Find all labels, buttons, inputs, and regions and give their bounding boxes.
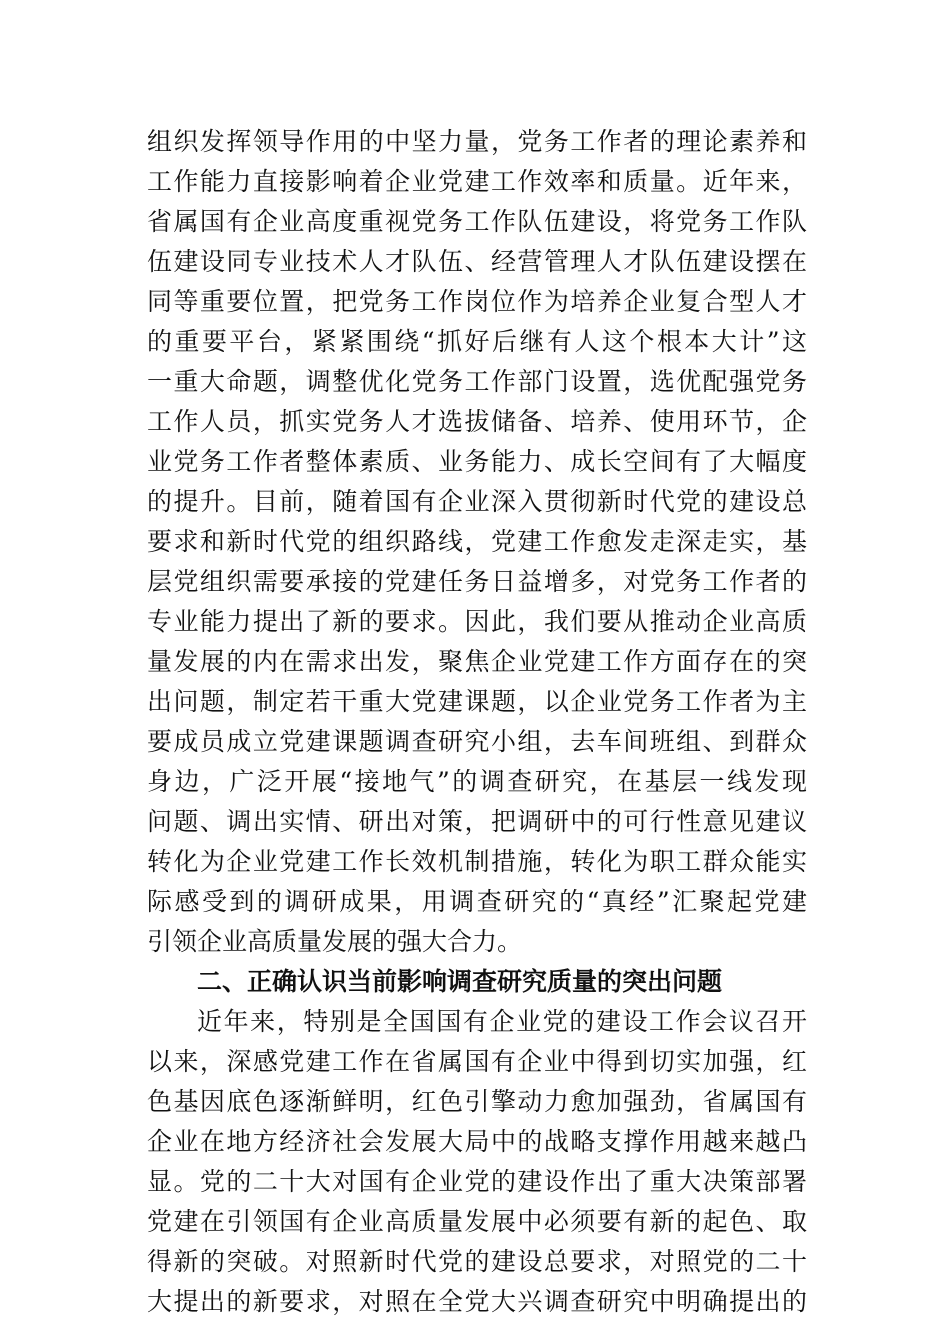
paragraph-line: 得新的突破。对照新时代党的建设总要求，对照党的二十 (147, 1247, 807, 1276)
paragraph-line: 工作人员，抓实党务人才选拔储备、培养、使用环节，企 (147, 407, 807, 436)
paragraph-line: 同等重要位置，把党务工作岗位作为培养企业复合型人才 (147, 287, 807, 316)
paragraph-line: 专业能力提出了新的要求。因此，我们要从推动企业高质 (147, 607, 807, 636)
paragraph-line: 省属国有企业高度重视党务工作队伍建设，将党务工作队 (147, 207, 807, 236)
paragraph-line: 工作能力直接影响着企业党建工作效率和质量。近年来， (147, 167, 807, 196)
paragraph-line: 近年来，特别是全国国有企业党的建设工作会议召开 (197, 1007, 807, 1036)
paragraph-line: 业党务工作者整体素质、业务能力、成长空间有了大幅度 (147, 447, 807, 476)
paragraph-line: 转化为企业党建工作长效机制措施，转化为职工群众能实 (147, 847, 807, 876)
paragraph-line: 企业在地方经济社会发展大局中的战略支撑作用越来越凸 (147, 1127, 807, 1156)
paragraph-line: 的提升。目前，随着国有企业深入贯彻新时代党的建设总 (147, 487, 807, 516)
paragraph-line: 组织发挥领导作用的中坚力量，党务工作者的理论素养和 (147, 127, 807, 156)
section-heading: 二、正确认识当前影响调查研究质量的突出问题 (197, 967, 723, 996)
paragraph-line: 量发展的内在需求出发，聚焦企业党建工作方面存在的突 (147, 647, 807, 676)
paragraph-line: 大提出的新要求，对照在全党大兴调查研究中明确提出的 (147, 1287, 807, 1316)
paragraph-line: 以来，深感党建工作在省属国有企业中得到切实加强，红 (147, 1047, 807, 1076)
paragraph-line: 问题、调出实情、研出对策，把调研中的可行性意见建议 (147, 807, 807, 836)
paragraph-line: 出问题，制定若干重大党建课题，以企业党务工作者为主 (147, 687, 807, 716)
paragraph-line: 色基因底色逐渐鲜明，红色引擎动力愈加强劲，省属国有 (147, 1087, 807, 1116)
paragraph-line: 要求和新时代党的组织路线，党建工作愈发走深走实，基 (147, 527, 807, 556)
paragraph-line: 显。党的二十大对国有企业党的建设作出了重大决策部署 (147, 1167, 807, 1196)
paragraph-line: 层党组织需要承接的党建任务日益增多，对党务工作者的 (147, 567, 807, 596)
paragraph-line: 党建在引领国有企业高质量发展中必须要有新的起色、取 (147, 1207, 807, 1236)
paragraph-line: 伍建设同专业技术人才队伍、经营管理人才队伍建设摆在 (147, 247, 807, 276)
paragraph-line: 引领企业高质量发展的强大合力。 (147, 927, 523, 956)
paragraph-line: 际感受到的调研成果，用调查研究的“真经”汇聚起党建 (147, 887, 807, 916)
paragraph-line: 要成员成立党建课题调查研究小组，去车间班组、到群众 (147, 727, 807, 756)
paragraph-line: 的重要平台，紧紧围绕“抓好后继有人这个根本大计”这 (147, 327, 807, 356)
paragraph-line: 一重大命题，调整优化党务工作部门设置，选优配强党务 (147, 367, 807, 396)
paragraph-line: 身边，广泛开展“接地气”的调查研究，在基层一线发现 (147, 767, 807, 796)
